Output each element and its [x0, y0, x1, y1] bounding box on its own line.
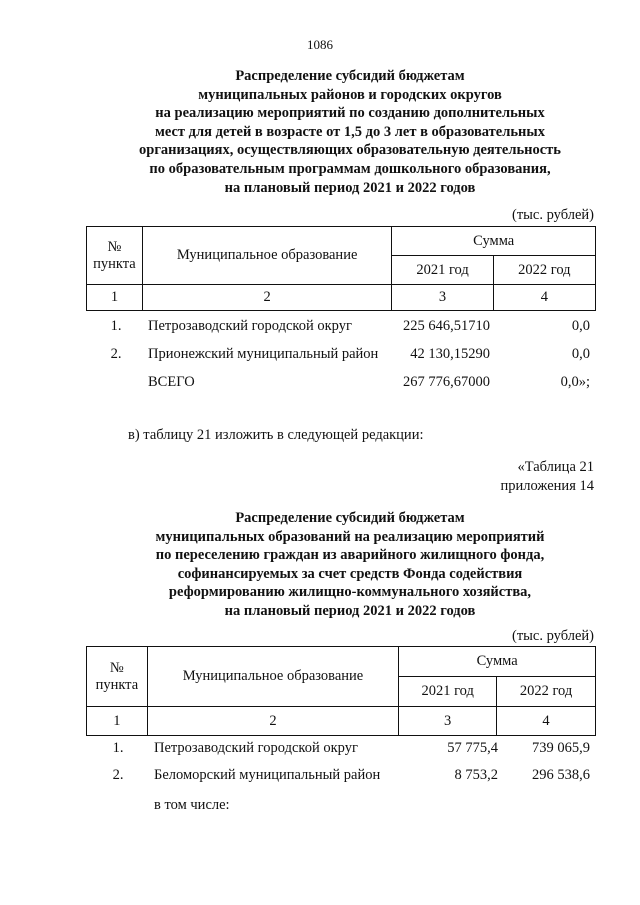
col-number: 1	[87, 707, 148, 736]
row-2022: 0,0»;	[560, 374, 590, 390]
title-line: Распределение субсидий бюджетам	[235, 510, 465, 526]
row-num: 1.	[112, 740, 124, 756]
table1-title	[70, 67, 630, 197]
title-line: на плановый период 2021 и 2022 годов	[224, 602, 476, 619]
row-2021: 8 753,2	[454, 767, 498, 783]
title-line: муниципальных районов и городских округов	[198, 86, 502, 103]
row-name: Петрозаводский городской округ	[154, 740, 358, 756]
col-number: 4	[497, 707, 596, 736]
row-2021: 225 646,51710	[403, 318, 490, 334]
table-caption	[501, 458, 594, 495]
title-line: муниципальных образований на реализацию мероприятий	[155, 528, 545, 545]
sub-label: в том числе:	[154, 797, 230, 813]
title-line: Распределение субсидий бюджетам	[235, 68, 465, 84]
col-number: 2	[142, 285, 392, 311]
col-number: 3	[399, 707, 497, 736]
title-line: по переселению граждан из аварийного жилищного фонда,	[155, 547, 545, 564]
title-line: на реализацию мероприятий по созданию дополнительных	[155, 105, 545, 122]
header-2021: 2021 год	[399, 677, 497, 707]
row-num: 2.	[110, 346, 122, 362]
table2-header	[86, 646, 596, 736]
header-name: Муниципальное образование	[147, 647, 399, 707]
header-num: № пункта	[87, 647, 148, 707]
row-2022: 0,0	[571, 318, 590, 334]
title-line: реформированию жилищно-коммунального хозяйства,	[168, 584, 532, 601]
title-line: по образовательным программам дошкольного образования,	[149, 160, 551, 177]
header-sum: Сумма	[399, 647, 596, 677]
title-line: организациях, осуществляющих образовательную деятельность	[139, 142, 561, 159]
header-2022: 2022 год	[493, 256, 595, 285]
table2-units: (тыс. рублей)	[512, 628, 594, 644]
row-name: Прионежский муниципальный район	[148, 346, 379, 362]
row-name: Петрозаводский городской округ	[148, 318, 352, 334]
table1-units: (тыс. рублей)	[512, 207, 594, 223]
header-sum: Сумма	[392, 227, 596, 256]
row-name: Беломорский муниципальный район	[154, 767, 381, 783]
header-2021: 2021 год	[392, 256, 493, 285]
row-2021: 42 130,15290	[410, 346, 490, 362]
table2-title	[70, 509, 630, 621]
row-2022: 0,0	[571, 346, 590, 362]
title-line: мест для детей в возрасте от 1,5 до 3 лет в образовательных	[155, 123, 545, 140]
title-line: на плановый период 2021 и 2022 годов	[224, 179, 476, 196]
intro-text: в) таблицу 21 изложить в следующей редакции:	[128, 427, 424, 443]
row-name: ВСЕГО	[148, 374, 195, 390]
header-2022: 2022 год	[497, 677, 596, 707]
row-2021: 267 776,67000	[403, 374, 490, 390]
page-number: 1086	[307, 37, 333, 52]
row-2021: 57 775,4	[447, 740, 498, 756]
header-name: Муниципальное образование	[142, 227, 392, 285]
row-2022: 296 538,6	[532, 767, 590, 783]
col-number: 2	[147, 707, 399, 736]
header-num: № пункта	[87, 227, 143, 285]
col-number: 4	[493, 285, 595, 311]
col-number: 1	[87, 285, 143, 311]
col-number: 3	[392, 285, 493, 311]
caption-line: приложения 14	[500, 477, 594, 494]
row-2022: 739 065,9	[532, 740, 590, 756]
row-num: 2.	[112, 767, 124, 783]
title-line: софинансируемых за счет средств Фонда содействия	[177, 565, 523, 582]
table1-header	[86, 226, 596, 311]
row-num: 1.	[110, 318, 122, 334]
caption-line: «Таблица 21	[517, 459, 594, 475]
